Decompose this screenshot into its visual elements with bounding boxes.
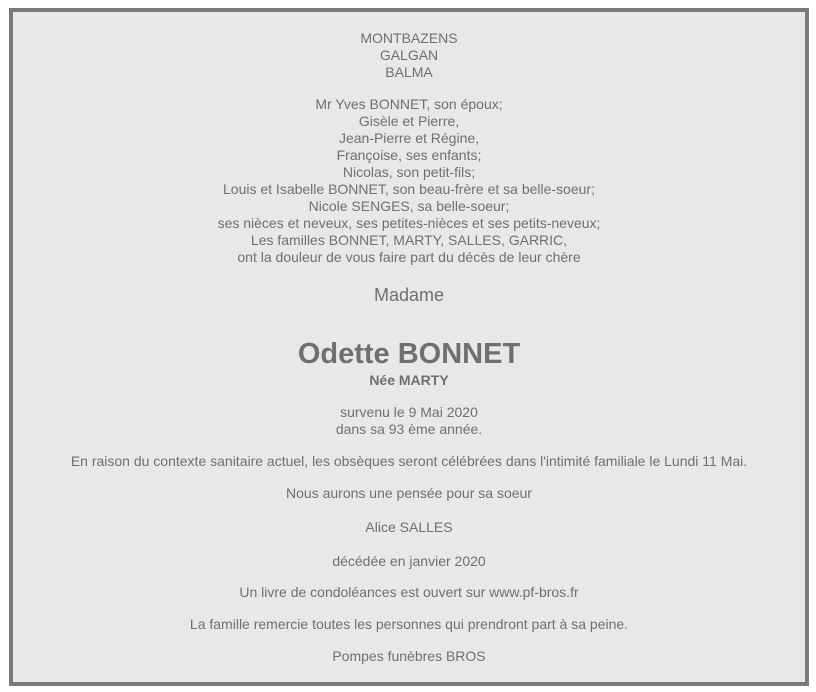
- family-line: Mr Yves BONNET, son époux;: [315, 96, 503, 112]
- family-list: [13, 96, 805, 266]
- family-line: ses nièces et neveux, ses petites-nièces et ses petits-neveux;: [217, 215, 601, 231]
- deceased-title: Madame: [373, 285, 445, 305]
- obituary-notice: [9, 8, 809, 686]
- deceased-name: Odette BONNET: [297, 338, 521, 370]
- death-info: [13, 404, 805, 438]
- family-line: Louis et Isabelle BONNET, son beau-frère et sa belle-soeur;: [223, 181, 595, 197]
- family-line: Nicole SENGES, sa belle-soeur;: [308, 198, 510, 214]
- town-name: MONTBAZENS: [360, 30, 458, 46]
- family-line: Jean-Pierre et Régine,: [338, 130, 480, 146]
- sister-name: Alice SALLES: [365, 519, 453, 535]
- undertaker-name: Pompes funèbres BROS: [332, 648, 486, 664]
- condolence-book-note: Un livre de condoléances est ouvert sur www.pf-bros.fr: [239, 584, 579, 600]
- town-name: GALGAN: [379, 47, 439, 63]
- death-date: survenu le 9 Mai 2020: [340, 404, 478, 420]
- maiden-name: Née MARTY: [369, 372, 449, 388]
- age-at-death: dans sa 93 ème année.: [335, 421, 483, 437]
- funeral-note: En raison du contexte sanitaire actuel, les obsèques seront célébrées dans l'intimité familiale le Lundi 11 Mai.: [70, 453, 748, 469]
- town-name: BALMA: [385, 64, 433, 80]
- thanks-note: La famille remercie toutes les personnes qui prendront part à sa peine.: [189, 616, 629, 632]
- thought-note: Nous aurons une pensée pour sa soeur: [286, 485, 532, 501]
- family-line: ont la douleur de vous faire part du décès de leur chère: [237, 249, 581, 265]
- family-line: Nicolas, son petit-fils;: [342, 164, 476, 180]
- town-list: [13, 30, 805, 81]
- family-line: Gisèle et Pierre,: [358, 113, 460, 129]
- family-line: Les familles BONNET, MARTY, SALLES, GARRIC,: [250, 232, 568, 248]
- sister-death: décédée en janvier 2020: [332, 553, 486, 569]
- family-line: Françoise, ses enfants;: [336, 147, 482, 163]
